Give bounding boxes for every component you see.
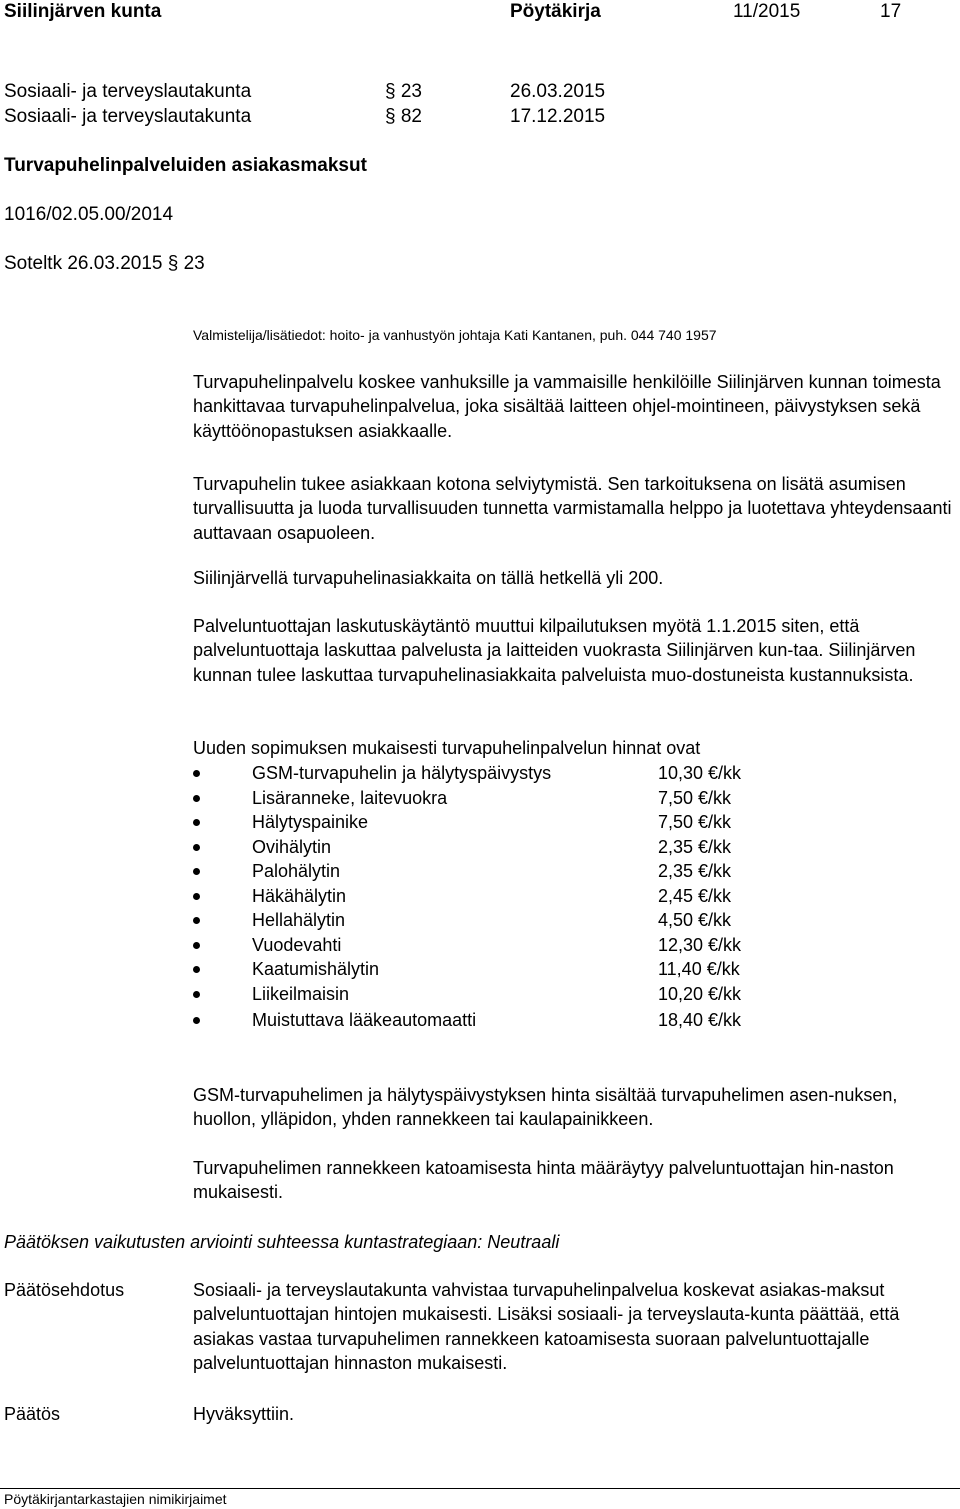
list-item: Muistuttava lääkeautomaatti 18,40 €/kk <box>193 1008 773 1033</box>
price-list <box>193 761 773 1033</box>
list-item: Lisäranneke, laitevuokra 7,50 €/kk <box>193 786 773 811</box>
list-item: Vuodevahti 12,30 €/kk <box>193 933 773 958</box>
list-item: GSM-turvapuhelin ja hälytyspäivystys 10,30 €/kk <box>193 761 773 786</box>
bullet-icon <box>193 868 200 875</box>
bullet-icon <box>193 991 200 998</box>
footer-initials-label: Pöytäkirjantarkastajien nimikirjaimet <box>4 1491 227 1507</box>
bullet-icon <box>193 966 200 973</box>
history-board-2: Sosiaali- ja terveyslautakunta <box>4 106 252 127</box>
paragraph-6: GSM-turvapuhelimen ja hälytyspäivystyksen hinta sisältää turvapuhelimen asen-nuksen, huollon, ylläpidon, yhden rannekkeen tai kaulapainikkeen. <box>193 1085 898 1130</box>
case-title: Turvapuhelinpalveluiden asiakasmaksut <box>4 155 367 176</box>
paragraph-1: Turvapuhelinpalvelu koskee vanhuksille ja vammaisille henkilöille Siilinjärven kunnan toimesta hankittavaa turvapuhelinpalvelua, joka sisältää laitteen ohjel-mointineen, päivystyksen sekä käyttöönopastuksen asiakkaalle. <box>193 372 941 441</box>
proposal-label: Päätösehdotus <box>4 1280 125 1300</box>
history-date-1: 26.03.2015 <box>510 81 606 102</box>
list-item: Liikeilmaisin 10,20 €/kk <box>193 982 773 1007</box>
paragraph-3: Siilinjärvellä turvapuhelinasiakkaita on tällä hetkellä yli 200. <box>193 568 664 588</box>
municipality-name: Siilinjärven kunta <box>4 1 162 22</box>
decision-label: Päätös <box>4 1404 61 1424</box>
document-number: 11/2015 <box>733 1 801 22</box>
list-item: Ovihälytin 2,35 €/kk <box>193 835 773 860</box>
bullet-icon <box>193 1017 200 1024</box>
paragraph-2: Turvapuhelin tukee asiakkaan kotona selviytymistä. Sen tarkoituksena on lisätä asumisen turvallisuutta ja luoda turvallisuuden tunnetta varmistamalla helppo ja luotettava yhteydensaanti auttavaan osapuoleen. <box>193 474 952 543</box>
paragraph-4: Palveluntuottajan laskutuskäytäntö muuttui kilpailutuksen myötä 1.1.2015 siten, että palveluntuottaja laskuttaa palvelusta ja laitteiden vuokrasta Siilinjärven kun-taa. Siilinjärven kunnan tulee laskuttaa turvapuhelinasiakkaita palveluista muo-dostuneista kustannuksista. <box>193 616 916 685</box>
bullet-icon <box>193 844 200 851</box>
bullet-icon <box>193 893 200 900</box>
preparer-info: Valmistelija/lisätiedot: hoito- ja vanhustyön johtaja Kati Kantanen, puh. 044 740 1957 <box>193 327 717 343</box>
decision-text: Hyväksyttiin. <box>193 1404 295 1424</box>
history-section-2: § 82 <box>385 106 422 127</box>
list-item: Kaatumishälytin 11,40 €/kk <box>193 957 773 982</box>
bullet-icon <box>193 917 200 924</box>
list-item: Häkähälytin 2,45 €/kk <box>193 884 773 909</box>
case-ref-number: 1016/02.05.00/2014 <box>4 204 174 225</box>
footer-divider <box>0 1488 960 1489</box>
history-board-1: Sosiaali- ja terveyslautakunta <box>4 81 252 102</box>
history-date-2: 17.12.2015 <box>510 106 606 127</box>
impact-assessment: Päätöksen vaikutusten arviointi suhteessa kuntastrategiaan: Neutraali <box>4 1232 560 1252</box>
page-number: 17 <box>880 1 902 22</box>
history-section-1: § 23 <box>385 81 422 102</box>
paragraph-5: Uuden sopimuksen mukaisesti turvapuhelinpalvelun hinnat ovat <box>193 738 701 758</box>
list-item: Palohälytin 2,35 €/kk <box>193 859 773 884</box>
list-item: Hälytyspainike 7,50 €/kk <box>193 810 773 835</box>
bullet-icon <box>193 819 200 826</box>
case-ref-previous: Soteltk 26.03.2015 § 23 <box>4 253 205 274</box>
list-item: Hellahälytin 4,50 €/kk <box>193 908 773 933</box>
document-type: Pöytäkirja <box>510 1 601 22</box>
proposal-text: Sosiaali- ja terveyslautakunta vahvistaa turvapuhelinpalvelua koskevat asiakas-maksut palveluntuottajan hintojen mukaisesti. Lisäksi sosiaali- ja terveyslauta-kunta päättää, että asiakas vastaa turvapuhelimen rannekkeen katoamisesta suoraan palveluntuottajalle palveluntuottajan hinnaston mukaisesti. <box>193 1280 900 1374</box>
bullet-icon <box>193 942 200 949</box>
bullet-icon <box>193 770 200 777</box>
paragraph-7: Turvapuhelimen rannekkeen katoamisesta hinta määräytyy palveluntuottajan hin-naston mukaisesti. <box>193 1158 894 1203</box>
bullet-icon <box>193 795 200 802</box>
